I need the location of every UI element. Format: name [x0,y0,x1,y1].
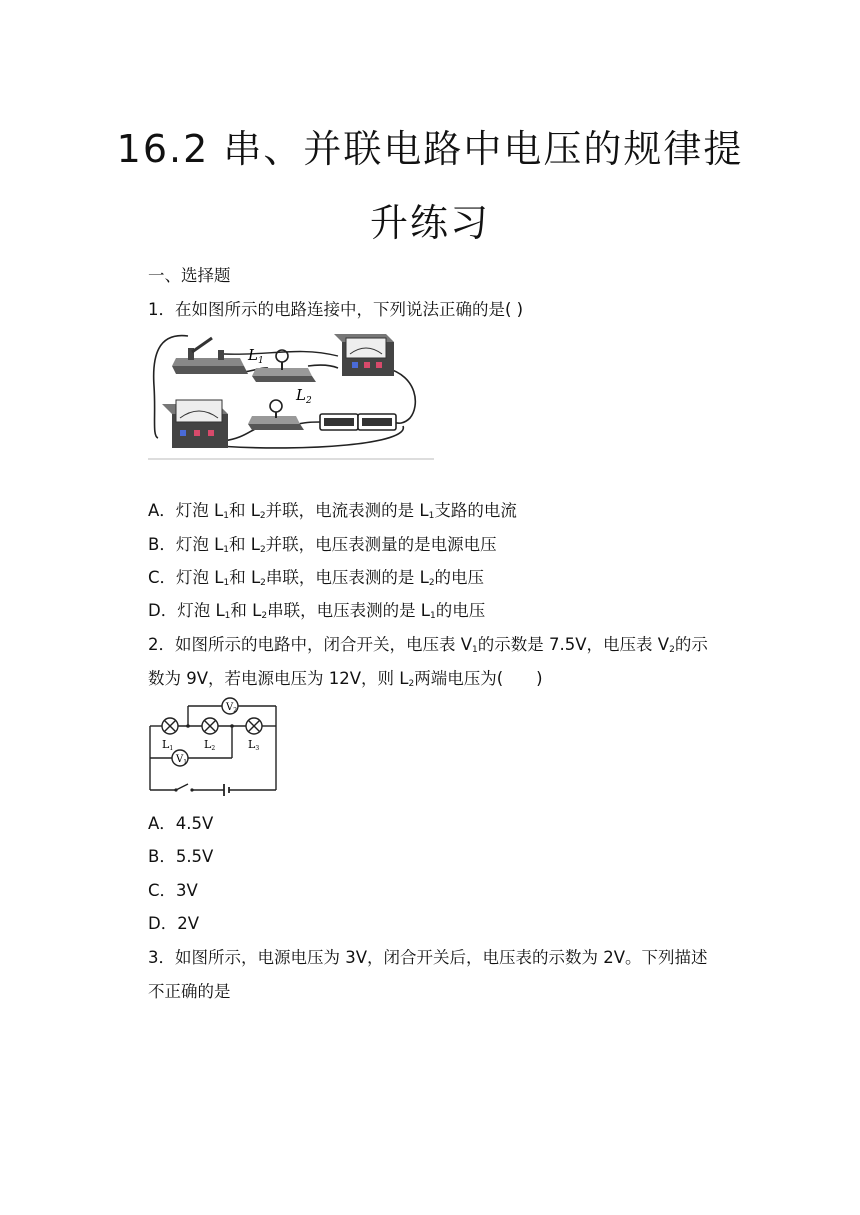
q3-stem-line2: 不正确的是 [148,982,231,1001]
q2-fig-v1-label: $V_1$ [176,754,188,766]
q2-stem-line1: 2．如图所示的电路中，闭合开关，电压表 $V_1$的示数是 7.5V，电压表 $V_2$的示 [148,635,708,655]
q1-option-a: A．灯泡 $L_1$和 $L_2$并联，电流表测的是 $L_1$支路的电流 [148,501,517,521]
q2-option-c: C．3V [148,881,198,900]
q1-fig-label-l2: $L_2$ [296,386,312,406]
q1-fig-label-l1: $L_1$ [248,346,264,366]
q2-stem-line2: 数为 9V，若电源电压为 12V，则 $L_2$两端电压为( ) [148,669,543,689]
document-title-line2: 升练习 [369,201,490,245]
q1-stem: 1．在如图所示的电路连接中，下列说法正确的是( ) [148,300,524,319]
q1-option-c: C．灯泡 $L_1$和 $L_2$串联，电压表测的是 $L_2$的电压 [148,568,485,588]
q2-circuit-figure [148,694,280,798]
q2-fig-l2-label: L2 [204,738,216,752]
q1-circuit-figure [148,326,434,462]
q2-fig-l3-label: L3 [248,738,260,752]
q1-option-b: B．灯泡 $L_1$和 $L_2$并联，电压表测量的是电源电压 [148,535,497,555]
q2-option-a: A．4.5V [148,814,214,833]
q3-stem-line1: 3．如图所示，电源电压为 3V，闭合开关后，电压表的示数为 2V。下列描述 [148,948,708,967]
q2-fig-l1-label: L1 [162,738,174,752]
q1-option-d: D．灯泡 $L_1$和 $L_2$串联，电压表测的是 $L_1$的电压 [148,601,486,621]
q2-option-b: B．5.5V [148,847,214,866]
q2-option-d: D．2V [148,914,199,933]
q2-fig-v2-label: $V_2$ [226,702,238,714]
section-heading: 一、选择题 [148,266,231,285]
document-title-line1: 16.2 串、并联电路中电压的规律提 [116,127,744,171]
